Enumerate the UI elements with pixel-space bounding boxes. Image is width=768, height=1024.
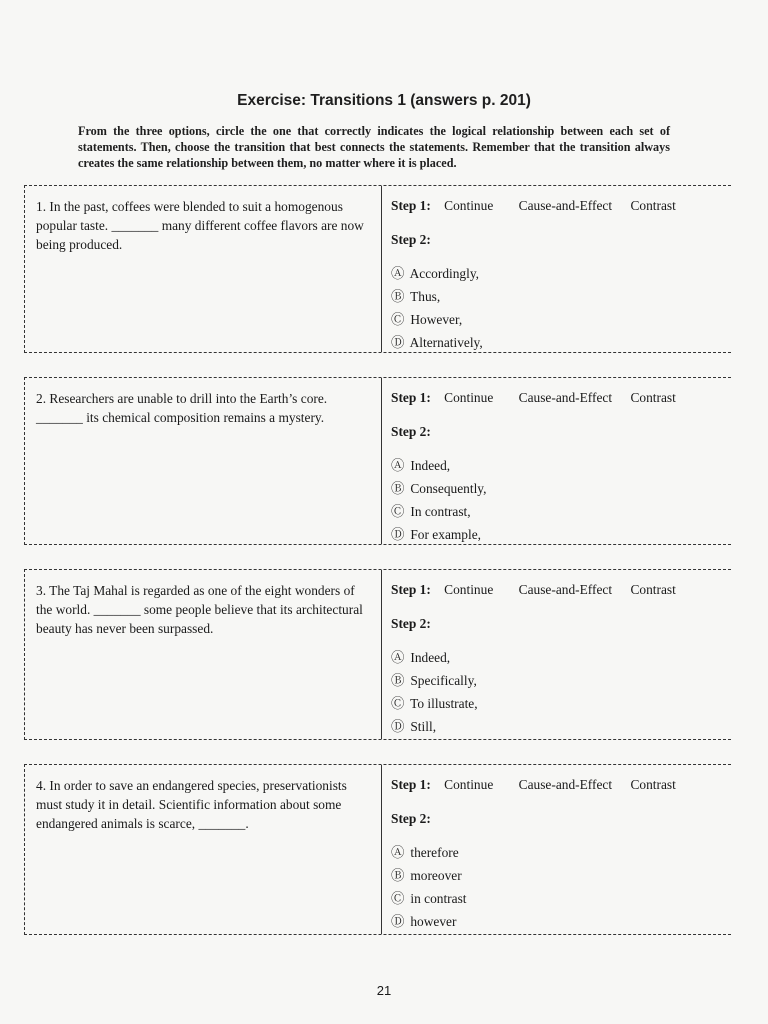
- option-cause-and-effect[interactable]: Cause-and-Effect: [518, 777, 613, 792]
- choice-text: To illustrate,: [410, 696, 478, 711]
- choice-letter-d: Ⓓ: [391, 335, 405, 350]
- choice-text: Still,: [410, 719, 437, 734]
- choice-letter-b: Ⓑ: [391, 673, 405, 688]
- page-title: Exercise: Transitions 1 (answers p. 201): [237, 92, 531, 109]
- choice-letter-b: Ⓑ: [391, 481, 405, 496]
- answer-panel: [391, 186, 729, 352]
- choice-c[interactable]: [391, 692, 478, 715]
- choice-list: [391, 262, 483, 354]
- step1-label: Step 1:: [391, 582, 431, 597]
- choice-text: Consequently,: [410, 481, 487, 496]
- choice-list: [391, 454, 486, 546]
- choice-b[interactable]: [391, 864, 467, 887]
- answer-panel: [391, 765, 729, 934]
- step1-label: Step 1:: [391, 390, 431, 405]
- step2-label: Step 2:: [391, 616, 431, 631]
- answer-panel: [391, 570, 729, 739]
- choice-letter-c: Ⓒ: [391, 312, 405, 327]
- choice-letter-d: Ⓓ: [391, 527, 405, 542]
- option-continue[interactable]: Continue: [444, 198, 494, 213]
- choice-text: In contrast,: [410, 504, 471, 519]
- choice-text: Indeed,: [410, 458, 451, 473]
- choice-text: For example,: [410, 527, 482, 542]
- option-cause-and-effect[interactable]: Cause-and-Effect: [518, 582, 613, 597]
- exercise-2: [24, 377, 731, 545]
- step1-label: Step 1:: [391, 198, 431, 213]
- option-continue[interactable]: Continue: [444, 390, 494, 405]
- choice-text: Thus,: [410, 289, 441, 304]
- step1-row: [391, 198, 676, 214]
- answer-panel: [391, 378, 729, 544]
- option-contrast[interactable]: Contrast: [630, 582, 676, 597]
- choice-a[interactable]: [391, 646, 478, 669]
- step2-label: Step 2:: [391, 424, 431, 439]
- option-continue[interactable]: Continue: [444, 777, 494, 792]
- page-number: 21: [376, 983, 392, 998]
- step1-row: [391, 390, 676, 406]
- choice-d[interactable]: [391, 331, 483, 354]
- choice-b[interactable]: [391, 669, 478, 692]
- step1-row: [391, 777, 676, 793]
- exercise-3: [24, 569, 731, 740]
- choice-c[interactable]: [391, 308, 483, 331]
- choice-a[interactable]: [391, 262, 483, 285]
- choice-list: [391, 841, 467, 933]
- step1-row: [391, 582, 676, 598]
- choice-text: Indeed,: [410, 650, 451, 665]
- choice-text: in contrast: [410, 891, 467, 906]
- choice-letter-a: Ⓐ: [391, 458, 405, 473]
- choice-b[interactable]: [391, 285, 483, 308]
- instructions: From the three options, circle the one that correctly indicates the logical relationship between each set of statements. Then, choose the transition that best connects the statements. Remember that the transition always creates the same relationship between them, no matter where it is placed.: [78, 124, 670, 170]
- choice-text: therefore: [410, 845, 459, 860]
- choice-d[interactable]: [391, 523, 486, 546]
- option-cause-and-effect[interactable]: Cause-and-Effect: [518, 198, 613, 213]
- choice-letter-d: Ⓓ: [391, 914, 405, 929]
- option-contrast[interactable]: Contrast: [630, 390, 676, 405]
- choice-letter-c: Ⓒ: [391, 891, 405, 906]
- choice-letter-a: Ⓐ: [391, 845, 405, 860]
- choice-text: moreover: [410, 868, 462, 883]
- choice-a[interactable]: [391, 841, 467, 864]
- step2-label: Step 2:: [391, 232, 431, 247]
- step2-label: Step 2:: [391, 811, 431, 826]
- option-contrast[interactable]: Contrast: [630, 198, 676, 213]
- choice-text: however: [410, 914, 457, 929]
- choice-letter-d: Ⓓ: [391, 719, 405, 734]
- choice-letter-c: Ⓒ: [391, 696, 405, 711]
- choice-c[interactable]: [391, 887, 467, 910]
- question-text: 1. In the past, coffees were blended to suit a homogenous popular taste. _______ many different coffee flavors are now being produced.: [25, 186, 382, 352]
- choice-d[interactable]: [391, 715, 478, 738]
- choice-list: [391, 646, 478, 738]
- exercise-4: [24, 764, 731, 935]
- step1-label: Step 1:: [391, 777, 431, 792]
- choice-letter-b: Ⓑ: [391, 289, 405, 304]
- choice-letter-c: Ⓒ: [391, 504, 405, 519]
- choice-c[interactable]: [391, 500, 486, 523]
- question-text: 3. The Taj Mahal is regarded as one of the eight wonders of the world. _______ some people believe that its architectural beauty has never been surpassed.: [25, 570, 382, 739]
- option-continue[interactable]: Continue: [444, 582, 494, 597]
- choice-text: However,: [410, 312, 463, 327]
- choice-letter-a: Ⓐ: [391, 266, 405, 281]
- exercise-1: [24, 185, 731, 353]
- option-cause-and-effect[interactable]: Cause-and-Effect: [518, 390, 613, 405]
- question-text: 2. Researchers are unable to drill into the Earth’s core. _______ its chemical composition remains a mystery.: [25, 378, 382, 544]
- choice-b[interactable]: [391, 477, 486, 500]
- choice-text: Alternatively,: [409, 335, 483, 350]
- choice-text: Specifically,: [410, 673, 477, 688]
- choice-a[interactable]: [391, 454, 486, 477]
- option-contrast[interactable]: Contrast: [630, 777, 676, 792]
- question-text: 4. In order to save an endangered species, preservationists must study it in detail. Scientific information about some endangered animals is scarce, _______.: [25, 765, 382, 934]
- choice-d[interactable]: [391, 910, 467, 933]
- choice-letter-a: Ⓐ: [391, 650, 405, 665]
- choice-letter-b: Ⓑ: [391, 868, 405, 883]
- choice-text: Accordingly,: [409, 266, 480, 281]
